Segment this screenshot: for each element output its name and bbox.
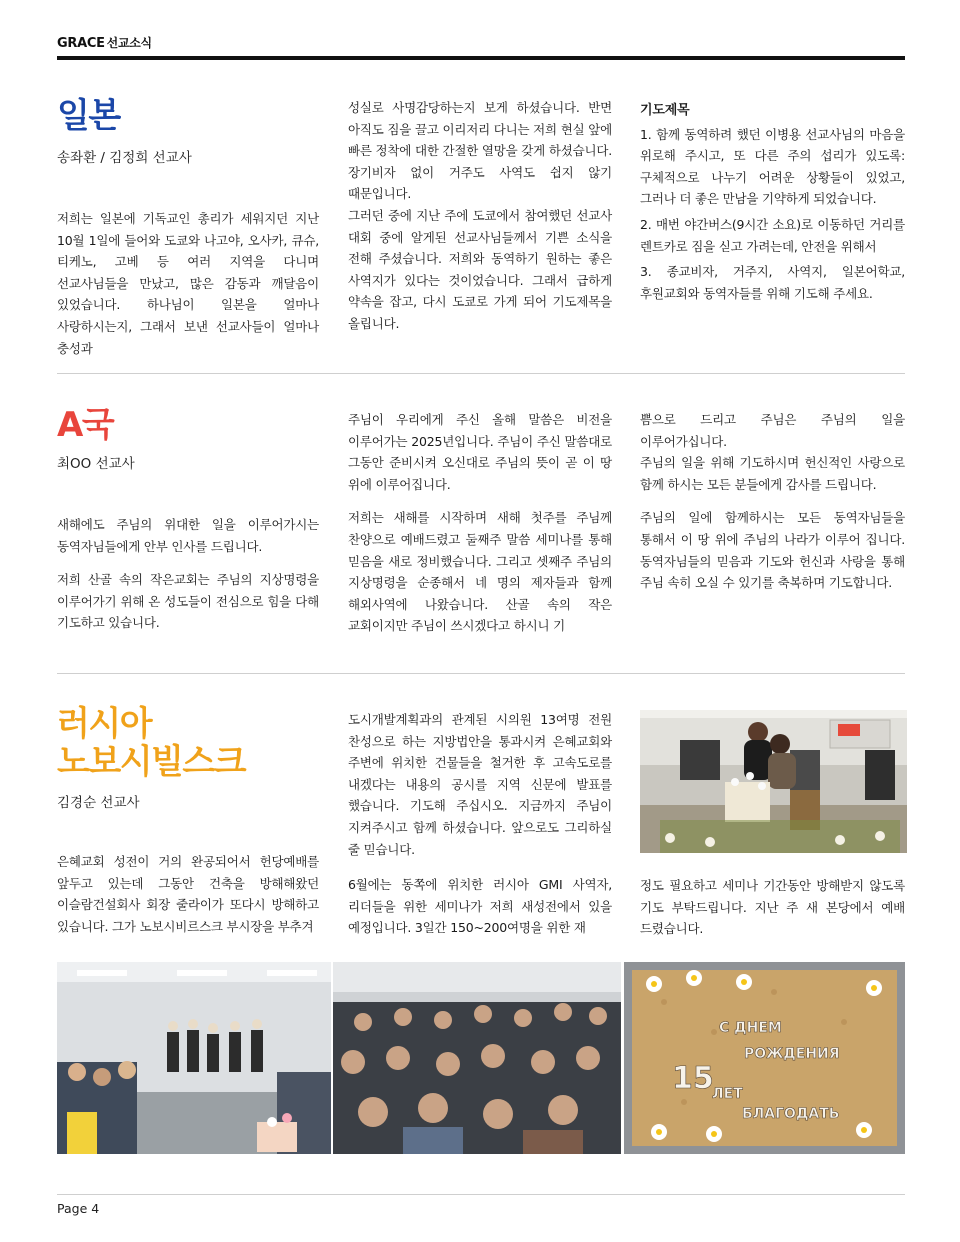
a-country-missionary: 최OO 선교사 [57, 456, 135, 472]
photo-missionaries [640, 710, 907, 853]
a-country-column-3 [640, 409, 905, 594]
japan-column-2 [348, 97, 612, 335]
a-country-paragraph: 저희는 새해를 시작하며 새해 첫주를 주님께 찬양으로 예배드렸고 둘째주 말씀 세미나를 통해 믿음을 새로 정비했습니다. 그리고 셋째주 주님의 지상명령을 순종해서 네 명의 제자들과 함께 해외사역에 나왔습니다. 산골 속의 작은 교회이지만 주님이 쓰시겠다고 하시니 기 [348, 510, 612, 634]
russia-paragraph: 은혜교회 성전이 거의 완공되어서 헌당예배를 앞두고 있는데 그동안 건축을 방해해왔던 이슬람건설회사 회장 줄라이가 또다시 방해하고 있습니다. 그가 노보시비르스크 부시장을 부추겨 [57, 854, 319, 934]
prayer-title: 기도제목 [640, 103, 690, 118]
brand-name: GRACE [57, 36, 105, 51]
cake-text-line: ЛЕТ [712, 1086, 743, 1102]
brand-logo [57, 34, 152, 51]
section-divider [57, 373, 905, 374]
russia-paragraph: 도시개발계획과의 관계된 시의원 13여명 전원 찬성으로 하는 지방법안을 통과시켜 은혜교회와 주변에 위치한 건물들을 철거한 후 고속도로를 내겠다는 내용의 공시를 지역 신문에 발표를 했습니다. 기도해 주십시오. 지금까지 주님이 지켜주시고 함께 하셨습니다. 앞으로도 그리하실 줄 믿습니다. [348, 712, 612, 857]
japan-missionary: 송좌환 / 김정희 선교사 [57, 150, 192, 166]
prayer-item: 2. 매번 야간버스(9시간 소요)로 이동하던 거리를 렌트카로 짐을 싣고 가려는데, 안전을 위해서 [640, 216, 905, 254]
cake-text-line: 15 [672, 1061, 714, 1096]
prayer-item: 1. 함께 동역하려 했던 이병용 선교사님의 마음을 위로해 주시고, 또 다른 주의 섭리가 있도록: 구체적으로 나누기 어려운 상황들이 있었고, 그러나 더 좋은 만남을 기약하게 되었습니다. [640, 126, 905, 207]
header-rule [57, 56, 905, 60]
russia-paragraph: 6월에는 동쪽에 위치한 러시아 GMI 사역자, 리더들을 위한 세미나가 저희 새성전에서 있을 예정입니다. 3일간 150~200여명을 위한 재 [348, 877, 612, 936]
cake-text-line: С ДНЕМ [719, 1020, 782, 1036]
photo-congregation [333, 962, 621, 1154]
russia-column-2 [348, 709, 612, 939]
a-country-paragraph: 주님의 일을 위해 기도하시며 헌신적인 사랑으로 함께 하시는 모든 분들에게 감사를 드립니다. [640, 455, 905, 492]
footer-divider [57, 1194, 905, 1195]
cake-text-line: БЛАГОДАТЬ [742, 1106, 840, 1122]
japan-title: 일본 [57, 96, 120, 136]
a-country-paragraph: 주님의 일에 함께하시는 모든 동역자님들을 통해서 이 땅 위에 주님의 나라가 이루어 집니다. 동역자님들의 믿음과 기도와 헌신과 사랑을 통해 주님 속히 오실 수 있기를 축복하며 기도합니다. [640, 510, 905, 591]
japan-column-1 [57, 208, 319, 359]
brand-section: 선교소식 [106, 36, 152, 50]
russia-paragraph: 정도 필요하고 세미나 기간동안 방해받지 않도록 기도 부탁드립니다. 지난 주 새 본당에서 예배 드렸습니다. [640, 878, 905, 937]
photo-birthday-cake [624, 962, 905, 1154]
russia-title-line: 노보시빌스크 [57, 742, 246, 782]
russia-column-1 [57, 851, 319, 937]
russia-column-3 [640, 875, 905, 940]
japan-paragraph: 성실로 사명감당하는지 보게 하셨습니다. 반면 아직도 짐을 끌고 이리저리 다니는 저희 현실 앞에 빠른 정착에 대한 간절한 열망을 갖게 하셨습니다. 장기비자 없이 거주도 사역도 쉽지 않기 때문입니다. [348, 100, 612, 202]
japan-paragraph: 저희는 일본에 기독교인 총리가 세워지던 지난 10월 1일에 들어와 도쿄와 나고야, 오사카, 큐슈, 티케노, 고베 등 여러 지역을 다니며 선교사님들을 만났고, 많은 감동과 깨달음이 있었습니다. 하나님이 일본을 얼마나 사랑하시는지, 그래서 보낸 선교사들이 얼마나 충성과 [57, 211, 319, 356]
russia-title [57, 705, 245, 781]
page-number: Page 4 [57, 1201, 100, 1216]
russia-title-line: 러시아 [57, 704, 152, 744]
a-country-paragraph: 저희 산골 속의 작은교회는 주님의 지상명령을 이루어가기 위해 온 성도들이 전심으로 힘을 다해 기도하고 있습니다. [57, 572, 319, 631]
a-country-paragraph: 새해에도 주님의 위대한 일을 이루어가시는 동역자님들에게 안부 인사를 드립니다. [57, 517, 319, 554]
a-country-paragraph: 주님이 우리에게 주신 올해 말씀은 비전을 이루어가는 2025년입니다. 주님이 주신 말씀대로 그동안 준비시켜 오신대로 주님의 뜻이 곧 이 땅 위에 이루어집니다. [348, 412, 612, 492]
japan-paragraph: 그러던 중에 지난 주에 도쿄에서 참여했던 선교사 대회 중에 알게된 선교사님들께서 기쁜 소식을 전해 주셨습니다. 저희와 동역하기 원하는 좋은 사역지가 있다는 것이었습니다. 그래서 급하게 약속을 잡고, 다시 도쿄로 가게 되어 기도제목을 올립니다. [348, 207, 612, 331]
a-country-paragraph: 쁨으로 드리고 주님은 주님의 일을 이루어가십니다. [640, 412, 905, 449]
section-divider [57, 673, 905, 674]
a-country-title: A국 [57, 405, 114, 445]
japan-prayer-column [640, 100, 905, 304]
a-country-column-1 [57, 514, 319, 634]
photo-worship [57, 962, 331, 1154]
russia-missionary: 김경순 선교사 [57, 795, 140, 811]
a-country-column-2 [348, 409, 612, 637]
prayer-item: 3. 종교비자, 거주지, 사역지, 일본어학교, 후원교회와 동역자들를 위해 기도해 주세요. [640, 264, 905, 301]
cake-text-line: РОЖДЕНИЯ [744, 1046, 840, 1062]
